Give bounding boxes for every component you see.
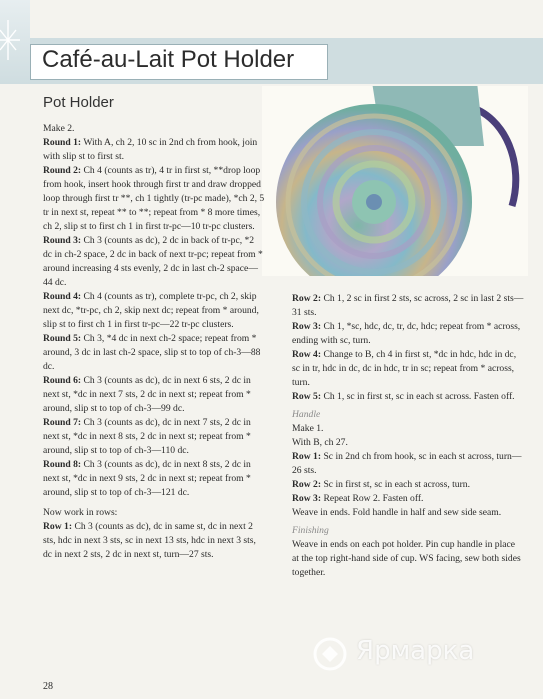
instruction-paragraph [292,506,524,520]
section-heading: Pot Holder [43,94,114,111]
instruction-paragraph [43,506,265,520]
row-label: Round 3: [43,235,82,246]
row-label: Round 6: [43,375,82,386]
instruction-text: Now work in rows: [43,507,118,518]
row-label: Row 4: [292,349,322,360]
instruction-paragraph [292,450,524,478]
instruction-text: Ch 4 (counts as tr), complete tr-pc, ch 2, skip next dc, *tr-pc, ch 2, skip next dc; repeat from * around, slip st to first ch 1 in first tr-pc—22 tr-pc clusters. [43,291,259,330]
row-label: Round 5: [43,333,82,344]
instruction-text: Ch 1, 2 sc in first 2 sts, sc across, 2 sc in last 2 sts—31 sts. [292,293,524,318]
instruction-paragraph [292,422,524,436]
instruction-paragraph [292,538,524,580]
subheading: Handle [292,409,321,420]
instruction-paragraph [43,164,265,234]
page-number: 28 [43,681,53,692]
instruction-text: Ch 3 (counts as dc), 2 dc in back of tr-pc, *2 dc in ch-2 space, 2 dc in back of next tr-pc; repeat from * around increasing 4 sts evenly, 2 dc in last ch-2 space—44 dc. [43,235,263,288]
instruction-text: Ch 3 (counts as dc), dc in next 7 sts, 2 dc in next st, *dc in next 8 sts, 2 dc in next st; repeat from * around, slip st to top of ch-3—110 dc. [43,417,251,456]
instruction-text: Sc in first st, sc in each st across, turn. [321,479,470,490]
instruction-text: Make 2. [43,123,75,134]
instruction-paragraph [43,234,265,290]
instruction-text: Ch 1, sc in first st, sc in each st across. Fasten off. [321,391,515,402]
row-label: Row 5: [292,391,322,402]
instruction-text: Repeat Row 2. Fasten off. [321,493,424,504]
instruction-paragraph [292,390,524,404]
row-label: Round 1: [43,137,82,148]
instruction-paragraph [292,292,524,320]
instruction-text: Weave in ends. Fold handle in half and sew side seam. [292,507,502,518]
instruction-text: Ch 4 (counts as tr), 4 tr in first st, **drop loop from hook, insert hook through first tr and draw dropped loop through first tr **, ch 1 tightly (tr-pc made), *ch 2, 5 tr in next st, repeat ** to **; repeat from * 8 more times, ch 2, slip st to first ch 1 in first tr-pc—10 tr-pc clusters. [43,165,265,232]
instruction-paragraph [292,348,524,390]
row-label: Row 3: [292,493,322,504]
instruction-paragraph [43,416,265,458]
watermark-logo [310,636,350,672]
row-label: Round 4: [43,291,82,302]
subheading: Finishing [292,525,329,536]
instruction-paragraph [43,332,265,374]
left-column [43,122,265,562]
instruction-text: Ch 1, *sc, hdc, dc, tr, dc, hdc; repeat from * across, ending with sc, turn. [292,321,521,346]
row-label: Row 2: [292,479,322,490]
instruction-text: Change to B, ch 4 in first st, *dc in hdc, hdc in dc, sc in tr, hdc in dc, dc in hdc, tr in sc; repeat from * across, turn. [292,349,517,388]
row-label: Round 8: [43,459,82,470]
page-title: Café-au-Lait Pot Holder [42,46,295,73]
instruction-paragraph [43,520,265,562]
instruction-paragraph [292,320,524,348]
right-column [292,292,524,580]
watermark-text: Ярмарка [356,636,475,666]
row-label: Round 2: [43,165,82,176]
instruction-paragraph [43,122,265,136]
instruction-text: Sc in 2nd ch from hook, sc in each st across, turn—26 sts. [292,451,522,476]
instruction-text: Ch 3 (counts as dc), dc in next 6 sts, 2 dc in next st, *dc in next 7 sts, 2 dc in next st; repeat from * around, slip st to top of ch-3—99 dc. [43,375,251,414]
row-label: Row 2: [292,293,322,304]
instruction-paragraph [292,492,524,506]
snowflake-decoration [0,0,30,84]
instruction-paragraph [43,374,265,416]
instruction-text: Ch 3 (counts as dc), dc in next 8 sts, 2 dc in next st, *dc in next 9 sts, 2 dc in next st; repeat from * around, slip st to top of ch-3—121 dc. [43,459,251,498]
row-label: Round 7: [43,417,82,428]
instruction-text: Make 1. [292,423,324,434]
potholder-photo [262,86,528,276]
instruction-text: With B, ch 27. [292,437,348,448]
instruction-text: With A, ch 2, 10 sc in 2nd ch from hook, join with slip st to first st. [43,137,258,162]
instruction-text: Ch 3, *4 dc in next ch-2 space; repeat from * around, 3 dc in last ch-2 space, slip st to top of ch-3—88 dc. [43,333,261,372]
instruction-paragraph [292,478,524,492]
row-label: Row 3: [292,321,322,332]
row-label: Row 1: [43,521,73,532]
instruction-paragraph [43,136,265,164]
row-label: Row 1: [292,451,322,462]
instruction-paragraph [43,458,265,500]
instruction-text: Ch 3 (counts as dc), dc in same st, dc in next 2 sts, hdc in next 3 sts, sc in next 13 sts, hdc in next 3 sts, dc in next 2 sts, 2 dc in next st, turn—27 sts. [43,521,256,560]
instruction-text: Weave in ends on each pot holder. Pin cup handle in place at the top right-hand side of cup. WS facing, sew both sides together. [292,539,521,578]
instruction-paragraph [292,436,524,450]
instruction-paragraph [43,290,265,332]
